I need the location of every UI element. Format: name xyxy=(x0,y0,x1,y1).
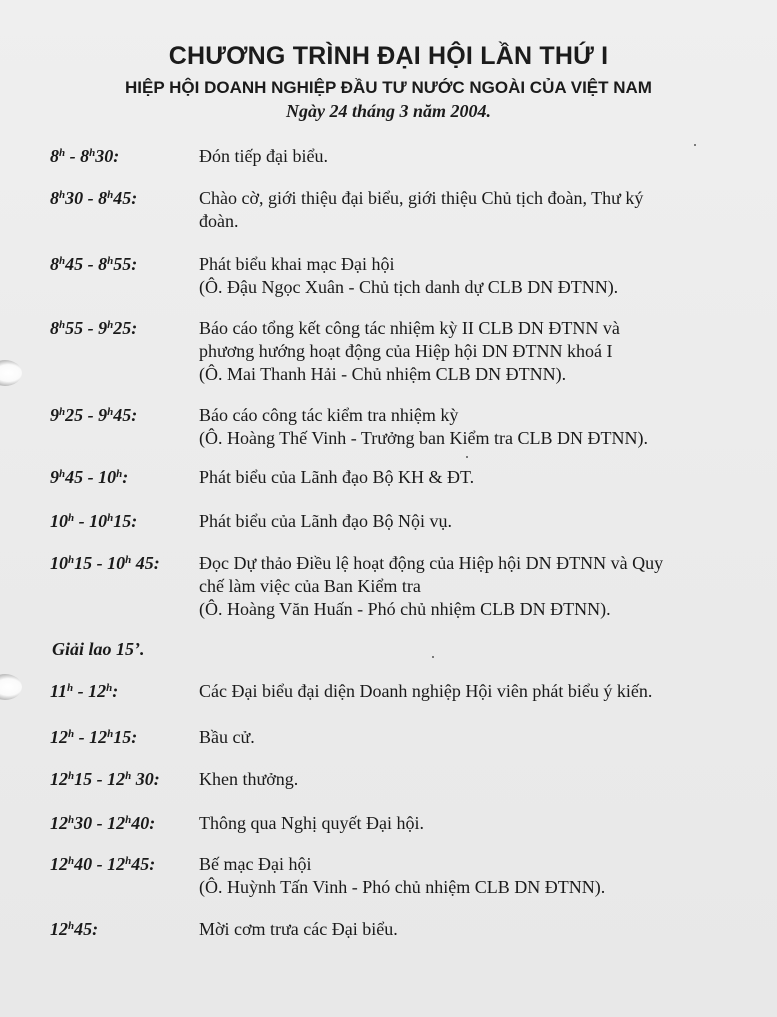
time-hour-marker: h xyxy=(107,255,114,267)
description-line: Đón tiếp đại biểu. xyxy=(199,146,328,166)
description-line: Phát biểu của Lãnh đạo Bộ KH & ĐT. xyxy=(199,467,475,487)
time-text: 15: xyxy=(113,511,138,531)
time-hour-marker: h xyxy=(68,855,75,867)
schedule-description xyxy=(199,768,719,791)
time-text: 12 xyxy=(50,919,68,939)
time-hour-marker: h xyxy=(59,406,66,418)
description-line: Bế mạc Đại hội xyxy=(199,854,312,874)
schedule-time xyxy=(50,466,128,489)
time-text: 10 xyxy=(50,553,68,573)
time-text: 8 xyxy=(50,254,59,274)
time-text: 55: xyxy=(113,254,138,274)
time-text: 30: xyxy=(131,769,160,789)
description-line: Các Đại biểu đại diện Doanh nghiệp Hội viên phát biểu ý kiến. xyxy=(199,681,653,701)
time-text: 30: xyxy=(95,146,120,166)
description-line: (Ô. Đậu Ngọc Xuân - Chủ tịch danh dự CLB DN ĐTNN). xyxy=(199,277,619,297)
time-text: 15: xyxy=(113,727,138,747)
break-label: Giải lao 15’. xyxy=(52,639,145,659)
time-hour-marker: h xyxy=(107,728,114,740)
description-line: (Ô. Hoàng Văn Huấn - Phó chủ nhiệm CLB DN ĐTNN). xyxy=(199,599,611,619)
description-line: Đọc Dự thảo Điều lệ hoạt động của Hiệp hội DN ĐTNN và Quy xyxy=(199,553,664,573)
document-date: Ngày 24 tháng 3 năm 2004. xyxy=(285,101,492,121)
paper-speck xyxy=(466,456,468,458)
time-text: 8 xyxy=(50,318,59,338)
time-hour-marker: h xyxy=(59,319,66,331)
schedule-time xyxy=(50,918,98,941)
time-hour-marker: h xyxy=(68,814,75,826)
time-text: 45: xyxy=(113,405,138,425)
time-text: 25 - 9 xyxy=(65,405,108,425)
schedule-description xyxy=(199,317,719,386)
time-hour-marker: h xyxy=(125,814,132,826)
time-text: 11 xyxy=(50,681,68,701)
description-line: (Ô. Huỳnh Tấn Vinh - Phó chủ nhiệm CLB DN ĐTNN). xyxy=(199,877,606,897)
time-hour-marker: h xyxy=(68,770,75,782)
description-line: Thông qua Nghị quyết Đại hội. xyxy=(199,813,424,833)
schedule-time xyxy=(50,510,137,533)
time-hour-marker: h xyxy=(106,682,113,694)
description-line: (Ô. Mai Thanh Hải - Chủ nhiệm CLB DN ĐTNN). xyxy=(199,364,567,384)
time-text: 25: xyxy=(113,318,138,338)
time-hour-marker: h xyxy=(68,728,75,740)
time-text: 30 - 8 xyxy=(65,188,108,208)
time-text: 45 - 8 xyxy=(65,254,108,274)
description-line: (Ô. Hoàng Thế Vinh - Trưởng ban Kiểm tra CLB DN ĐTNN). xyxy=(199,428,648,448)
schedule-description xyxy=(199,812,719,835)
schedule-description xyxy=(199,680,719,703)
description-line: Báo cáo công tác kiểm tra nhiệm kỳ xyxy=(199,405,459,425)
time-text: 12 xyxy=(50,854,68,874)
time-text: 45 - 10 xyxy=(65,467,117,487)
time-hour-marker: h xyxy=(125,855,132,867)
schedule-description xyxy=(199,918,719,941)
time-hour-marker: h xyxy=(107,512,114,524)
time-text: 8 xyxy=(50,188,59,208)
time-text: - 10 xyxy=(74,511,108,531)
time-text: 30 - 12 xyxy=(74,813,126,833)
punch-hole xyxy=(0,360,22,386)
time-hour-marker: h xyxy=(68,554,75,566)
time-hour-marker: h xyxy=(59,468,66,480)
schedule-time xyxy=(50,317,137,340)
paper-speck xyxy=(432,656,434,658)
time-text: : xyxy=(122,467,129,487)
description-line: Bầu cử. xyxy=(199,727,255,747)
time-text: 45: xyxy=(74,919,99,939)
description-line: đoàn. xyxy=(199,211,239,231)
time-text: 55 - 9 xyxy=(65,318,108,338)
time-text: 15 - 12 xyxy=(74,769,126,789)
schedule-time xyxy=(50,145,119,168)
time-hour-marker: h xyxy=(68,920,75,932)
time-text: 12 xyxy=(50,813,68,833)
time-text: 40: xyxy=(131,813,156,833)
time-hour-marker: h xyxy=(89,147,96,159)
document-title: CHƯƠNG TRÌNH ĐẠI HỘI LẦN THỨ I xyxy=(168,42,609,70)
schedule-time xyxy=(50,187,137,210)
description-line: Báo cáo tổng kết công tác nhiệm kỳ II CLB DN ĐTNN và xyxy=(199,318,620,338)
time-hour-marker: h xyxy=(116,468,123,480)
schedule-time xyxy=(50,253,137,276)
schedule-time xyxy=(50,812,155,835)
schedule-description xyxy=(199,552,719,621)
time-text: 40 - 12 xyxy=(74,854,126,874)
schedule-description xyxy=(199,145,719,168)
time-text: 15 - 10 xyxy=(74,553,126,573)
description-line: Chào cờ, giới thiệu đại biểu, giới thiệu Chủ tịch đoàn, Thư ký xyxy=(199,188,644,208)
time-text: 45: xyxy=(113,188,138,208)
schedule-description xyxy=(199,510,719,533)
time-hour-marker: h xyxy=(107,406,114,418)
time-text: 12 xyxy=(50,769,68,789)
schedule-description xyxy=(199,253,719,299)
time-hour-marker: h xyxy=(67,682,74,694)
schedule-time xyxy=(50,680,118,703)
schedule-time xyxy=(50,552,160,575)
schedule-time xyxy=(50,726,137,749)
description-line: phương hướng hoạt động của Hiệp hội DN ĐTNN khoá I xyxy=(199,341,613,361)
time-text: : xyxy=(112,681,119,701)
schedule-description xyxy=(199,187,719,233)
time-hour-marker: h xyxy=(107,319,114,331)
schedule-time xyxy=(50,404,137,427)
description-line: Mời cơm trưa các Đại biểu. xyxy=(199,919,398,939)
schedule-description xyxy=(199,466,719,489)
schedule-description xyxy=(199,853,719,899)
time-text: - 8 xyxy=(65,146,90,166)
time-text: 8 xyxy=(50,146,59,166)
schedule-description xyxy=(199,726,719,749)
time-text: 9 xyxy=(50,405,59,425)
time-text: - 12 xyxy=(73,681,107,701)
punch-hole xyxy=(0,674,22,700)
description-line: Khen thưởng. xyxy=(199,769,299,789)
time-hour-marker: h xyxy=(59,147,66,159)
time-text: 45: xyxy=(131,854,156,874)
time-hour-marker: h xyxy=(59,189,66,201)
time-text: 12 xyxy=(50,727,68,747)
time-text: 10 xyxy=(50,511,68,531)
schedule-description xyxy=(199,404,719,450)
time-hour-marker: h xyxy=(125,554,132,566)
time-text: 9 xyxy=(50,467,59,487)
time-hour-marker: h xyxy=(125,770,132,782)
schedule-time xyxy=(50,768,160,791)
time-text: - 12 xyxy=(74,727,108,747)
description-line: Phát biểu của Lãnh đạo Bộ Nội vụ. xyxy=(199,511,452,531)
time-text: 45: xyxy=(131,553,160,573)
schedule-time xyxy=(50,853,155,876)
description-line: chế làm việc của Ban Kiểm tra xyxy=(199,576,421,596)
time-hour-marker: h xyxy=(59,255,66,267)
document-subtitle: HIỆP HỘI DOANH NGHIỆP ĐẦU TƯ NƯỚC NGOÀI CỦA VIỆT NAM xyxy=(125,78,652,97)
time-hour-marker: h xyxy=(107,189,114,201)
time-hour-marker: h xyxy=(68,512,75,524)
description-line: Phát biểu khai mạc Đại hội xyxy=(199,254,395,274)
